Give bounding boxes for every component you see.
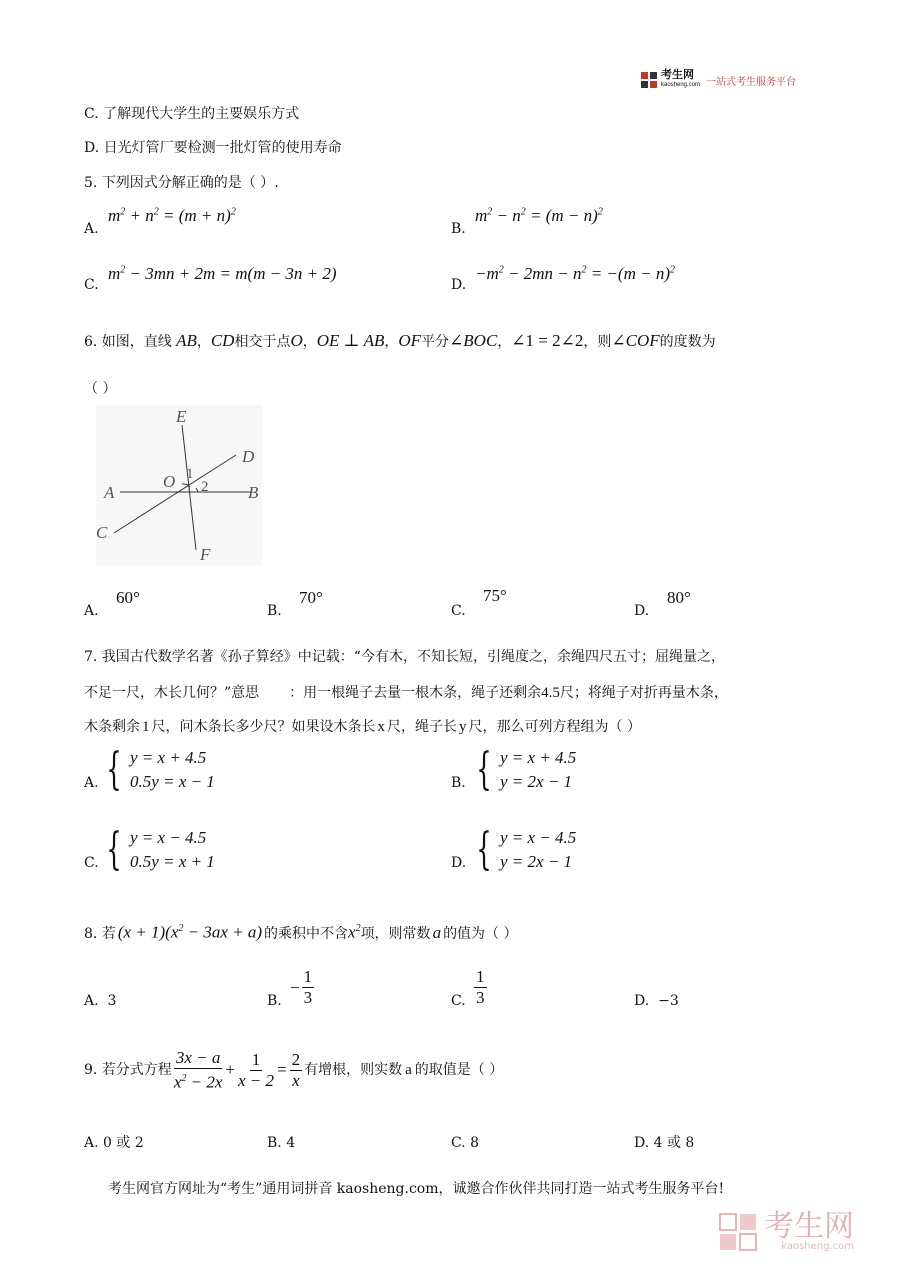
q6-value-b: 70°	[299, 588, 323, 607]
q7-label-d: D.	[451, 855, 467, 871]
q9-option-c: C. 8	[451, 1135, 480, 1151]
q6-label-c: C.	[451, 603, 466, 619]
q7-system-c: { y = x − 4.5 0.5y = x + 1	[106, 824, 215, 875]
q6-oe-ab: OE ⊥ AB	[316, 331, 385, 350]
footer-text: 考生网官方网址为“考生”通用词拼音 kaosheng.com，诚邀合作伙伴共同打造一站式考生服务平台!	[108, 1181, 725, 1197]
q6-angle-boc: ∠BOC	[449, 331, 498, 350]
q7-d-eq2: y = 2x − 1	[500, 852, 573, 871]
q5-label-d: D.	[451, 277, 467, 293]
watermark-logo-icon	[718, 1212, 758, 1252]
q7-d-eq1: y = x − 4.5	[500, 828, 577, 847]
q7-label-a: A.	[84, 775, 99, 791]
q8-label-d: D.	[634, 993, 650, 1009]
q6-value-a: 60°	[116, 588, 140, 607]
q8-expr: $(x + 1)(x^2 - 3ax + a)$	[117, 922, 263, 942]
label-f: F	[200, 545, 211, 564]
q8-t1: 的乘积中不含	[264, 925, 349, 942]
q7-line3-part1: 木条剩余	[84, 719, 140, 735]
q7-line3-part2: 尺，问木条长多少尺？如果设木条长	[151, 719, 376, 735]
q6-value-c: 75°	[483, 586, 507, 605]
q7-label-c: C.	[84, 855, 99, 871]
q6-t7: ，则	[583, 334, 612, 350]
q7-c-eq1: y = x − 4.5	[130, 828, 207, 847]
q9-num: 9. 若分式方程	[84, 1062, 172, 1079]
q9-var-a: a	[405, 1062, 412, 1079]
q5-expr-c: $m^2 - 3mn + 2m = m(m - 3n + 2)$	[108, 264, 337, 283]
label-angle-1: 1	[186, 466, 194, 482]
q7-system-b: { y = x + 4.5 y = 2x − 1	[476, 744, 577, 795]
q6-cd: CD	[210, 331, 235, 350]
q7-line2-part3: 尺；将绳子对折再量木条，	[559, 685, 728, 701]
q8-label-a: A.	[84, 993, 99, 1009]
header-slogan: 一站式考生服务平台	[706, 76, 797, 88]
header-logo	[640, 70, 796, 90]
q6-value-d: 80°	[667, 588, 691, 607]
label-o: O	[163, 472, 176, 491]
q8-t3: 的值为（ ）	[443, 925, 518, 942]
q6-t6: ，	[497, 334, 512, 350]
q6-t5: 平分	[421, 334, 450, 350]
q6-t3: ，	[302, 334, 317, 350]
q7-line3-part4: 尺，那么可列方程组为（ ）	[468, 719, 641, 735]
label-e: E	[176, 407, 187, 426]
q5-expr-d: $-m^2 - 2mn - n^2 = -(m - n)^2$	[475, 264, 675, 283]
q9-t1: 有增根，则实数	[304, 1062, 403, 1079]
q6-stem	[84, 332, 716, 351]
q6-of: OF	[398, 331, 422, 350]
q4-option-d: D. 日光灯管厂要检测一批灯管的使用寿命	[84, 140, 342, 156]
figure-background	[96, 405, 262, 565]
label-b: B	[248, 483, 259, 502]
q5-label-a: A.	[84, 221, 99, 237]
q8-value-b: − $\frac{1}{3}$	[290, 967, 313, 1007]
q8-x2: $x^2$	[348, 922, 361, 942]
q8-stem	[84, 920, 518, 943]
q7-line2-part2: ：用一根绳子去量一根木条，绳子还剩余	[289, 685, 542, 701]
q7-a-eq1: y = x + 4.5	[130, 748, 207, 767]
q9-equation: $\frac{3x - a}{x^2 - 2x}$ + $\frac{1}{x - 2}$ = $\frac{2}{x}$	[173, 1048, 301, 1092]
q7-line3-part3: 尺，绳子长	[387, 719, 457, 735]
q8-a: a	[432, 922, 442, 942]
q6-o: O	[290, 331, 303, 350]
logo-mark-icon	[640, 71, 658, 89]
q7-line2	[84, 684, 728, 702]
logo-brand: 考生网	[661, 69, 694, 81]
q7-line1: 7. 我国古代数学名著《孙子算经》中记载：“今有木，不知长短，引绳度之，余绳四尺五寸；屈绳量之，	[84, 649, 725, 665]
q7-a-eq2: 0.5y = x − 1	[130, 772, 215, 791]
q7-system-d: { y = x − 4.5 y = 2x − 1	[476, 824, 577, 875]
q8-value-a: 3	[107, 993, 117, 1009]
q8-option-d	[634, 992, 679, 1010]
q9-stem	[84, 1048, 503, 1093]
q7-c-eq2: 0.5y = x + 1	[130, 852, 215, 871]
q6-label-d: D.	[634, 603, 650, 619]
q8-option-a	[84, 992, 116, 1010]
watermark-sub: kaosheng.com	[781, 1241, 854, 1252]
q5-label-b: B.	[451, 221, 466, 237]
q5-label-c: C.	[84, 277, 99, 293]
watermark-text: 考生网	[764, 1209, 854, 1244]
q6-t1: ，	[196, 334, 211, 350]
q9-t2: 的取值是（ ）	[414, 1062, 504, 1079]
q4-option-c: C. 了解现代大学生的主要娱乐方式	[84, 106, 300, 122]
q6-label-b: B.	[267, 603, 282, 619]
q6-paren: （ ）	[84, 381, 117, 397]
q9-option-b: B. 4	[267, 1135, 296, 1151]
label-c: C	[96, 523, 108, 542]
q8-label-b: B.	[267, 993, 282, 1009]
q6-angle-cof: ∠COF	[611, 331, 660, 350]
q8-t2: 项，则常数	[360, 925, 431, 942]
q6-angle-eq: ∠1 = 2∠2	[511, 331, 584, 350]
q6-t4: ，	[384, 334, 399, 350]
label-angle-2: 2	[201, 479, 209, 495]
logo-sub: kaosheng.com	[661, 82, 701, 88]
q6-num: 6. 如图，直线	[84, 334, 172, 350]
q7-line3	[84, 718, 641, 736]
q7-b-eq1: y = x + 4.5	[500, 748, 577, 767]
q6-label-a: A.	[84, 603, 99, 619]
q8-value-d: −3	[658, 993, 679, 1009]
watermark	[718, 1209, 854, 1252]
q5-expr-a: $m^2 + n^2 = (m + n)^2$	[108, 206, 236, 225]
q8-value-c: $\frac{1}{3}$	[476, 967, 485, 1007]
q8-label-c: C.	[451, 993, 466, 1009]
q9-option-a: A. 0 或 2	[84, 1135, 144, 1151]
q7-line2-value: 4.5	[541, 685, 560, 701]
q7-line3-var-x: x	[377, 719, 385, 735]
q7-label-b: B.	[451, 775, 466, 791]
q9-option-d: D. 4 或 8	[634, 1135, 695, 1151]
label-d: D	[242, 447, 255, 466]
q8-num: 8. 若	[84, 925, 116, 942]
q6-figure	[96, 405, 262, 565]
q6-t8: 的度数为	[659, 334, 716, 350]
label-a: A	[104, 483, 115, 502]
q7-system-a: { y = x + 4.5 0.5y = x − 1	[106, 744, 215, 795]
q6-t2: 相交于点	[234, 334, 291, 350]
q7-line3-value: 1	[142, 719, 150, 735]
q7-line2-part1: 不足一尺，木长几何？”意思	[84, 685, 260, 701]
q6-ab: AB	[171, 331, 197, 350]
q7-b-eq2: y = 2x − 1	[500, 772, 573, 791]
q5-expr-b: $m^2 - n^2 = (m - n)^2$	[475, 206, 603, 225]
q7-line3-var-y: y	[459, 719, 467, 735]
q5-stem: 5. 下列因式分解正确的是（ ）.	[84, 175, 279, 191]
